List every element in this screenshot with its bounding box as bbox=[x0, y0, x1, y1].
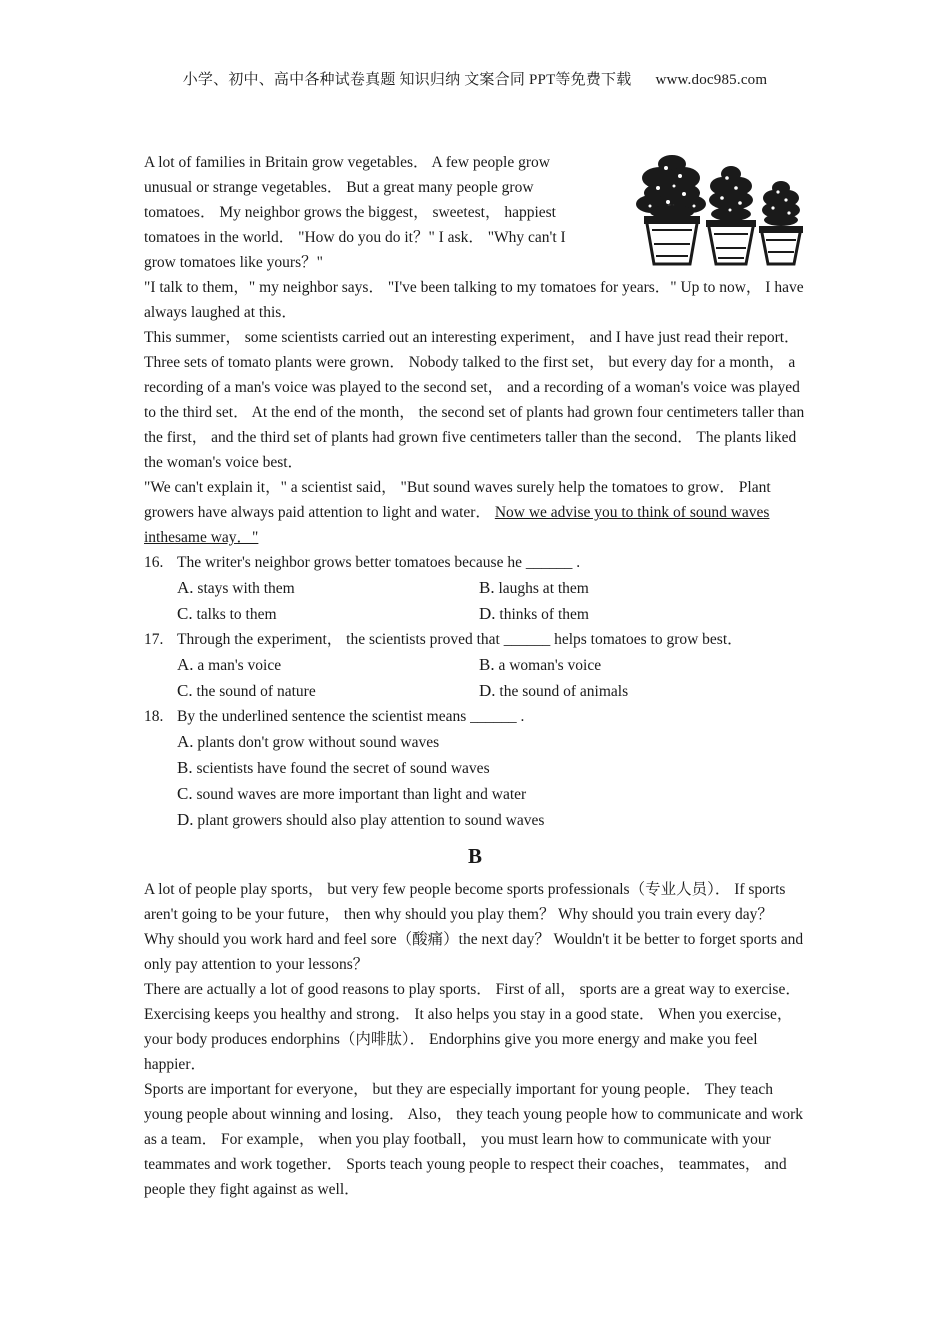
header-site: www.doc985.com bbox=[655, 72, 768, 88]
option-d: D. thinks of them bbox=[479, 604, 589, 623]
question-number: 17. bbox=[144, 631, 164, 648]
question-text: Through the experiment， the scientists proved that ______ helps tomatoes to grow best． bbox=[177, 631, 743, 648]
question-17-options bbox=[177, 652, 806, 704]
option-c: C. sound waves are more important than light and water bbox=[177, 784, 527, 803]
passage-a-paragraph-4: Three sets of tomato plants were grown． Nobody talked to the first set， but every day for a month， a recording of a man's voice was played to the second set， and a recording of a woman's voice was played to the third set． At the end of the month， the second set of plants had grown four centimeters taller than the first， and the third set of plants had grown five centimeters taller than the second． The plants liked the woman's voice best． bbox=[144, 354, 805, 471]
option-b: B. laughs at them bbox=[479, 578, 589, 597]
question-17 bbox=[144, 627, 806, 652]
option-a: A. a man's voice bbox=[177, 655, 282, 674]
question-number: 16. bbox=[144, 554, 164, 571]
option-a: A. plants don't grow without sound waves bbox=[177, 732, 440, 751]
option-b: B. a woman's voice bbox=[479, 655, 602, 674]
passage-a-paragraph-1: A lot of families in Britain grow vegetables． A few people grow unusual or strange vegetables． But a great many people grow tomatoes． My neighbor grows the biggest， sweetest， happiest tomatoes in the world． "How do you do it？" I ask． "Why can't I grow tomatoes like yours？" bbox=[144, 154, 566, 271]
option-c: C. the sound of nature bbox=[177, 681, 316, 700]
passage-a-paragraph-3: This summer， some scientists carried out an interesting experiment， and I have just read their report． bbox=[144, 329, 800, 346]
question-16 bbox=[144, 550, 806, 575]
passage-a-paragraph-2: "I talk to them，" my neighbor says． "I've been talking to my tomatoes for years．" Up to now， I have always laughed at this． bbox=[144, 279, 804, 321]
question-text: By the underlined sentence the scientist means ______ . bbox=[177, 708, 525, 725]
page-header bbox=[0, 68, 950, 89]
underlined-sentence: Now we advise you to think of sound waves inthesame way．" bbox=[144, 504, 770, 546]
option-c: C. talks to them bbox=[177, 604, 277, 623]
option-b: B. scientists have found the secret of sound waves bbox=[177, 758, 490, 777]
passage-b-paragraph-3: Sports are important for everyone， but they are especially important for young people． They teach young people about winning and losing． Also， they teach young people how to communicate and work as a team． For example， when you play football， you must learn how to communicate with your teammates and work together． Sports teach young people to respect their coaches， teammates， and people they fight against as well． bbox=[144, 1081, 804, 1198]
option-d: D. the sound of animals bbox=[479, 681, 629, 700]
paragraph-5-text: "We can't explain it，" a scientist said， "But sound waves surely help the tomatoes to grow． Plant growers have always paid attention to light and water． bbox=[144, 479, 771, 521]
section-b-title: B bbox=[467, 844, 482, 868]
question-text: The writer's neighbor grows better tomatoes because he ______ . bbox=[177, 554, 581, 571]
option-d: D. plant growers should also play attention to sound waves bbox=[177, 810, 545, 829]
passage-b-paragraph-1: A lot of people play sports， but very few people become sports professionals（专业人员）． If sports aren't going to be your future， then why should you play them？ Why should you train every day？ Why should you work hard and feel sore（酸痛）the next day？ Wouldn't it be better to forget sports and only pay attention to your lessons？ bbox=[144, 881, 804, 973]
option-a: A. stays with them bbox=[177, 578, 295, 597]
passage-b-paragraph-2: There are actually a lot of good reasons to play sports． First of all， sports are a great way to exercise． Exercising keeps you healthy and strong． It also helps you stay in a good state． When you exercise， your body produces endorphins（内啡肽）． Endorphins give you more energy and make you feel happier． bbox=[144, 981, 801, 1073]
question-18-options bbox=[177, 729, 806, 833]
question-number: 18. bbox=[144, 708, 164, 725]
question-18 bbox=[144, 704, 806, 729]
document-body bbox=[144, 150, 806, 1202]
header-text: 小学、初中、高中各种试卷真题 知识归纳 文案合同 PPT等免费下载 bbox=[182, 72, 632, 88]
passage-a-paragraph-5 bbox=[144, 475, 806, 550]
question-16-options bbox=[177, 575, 806, 627]
